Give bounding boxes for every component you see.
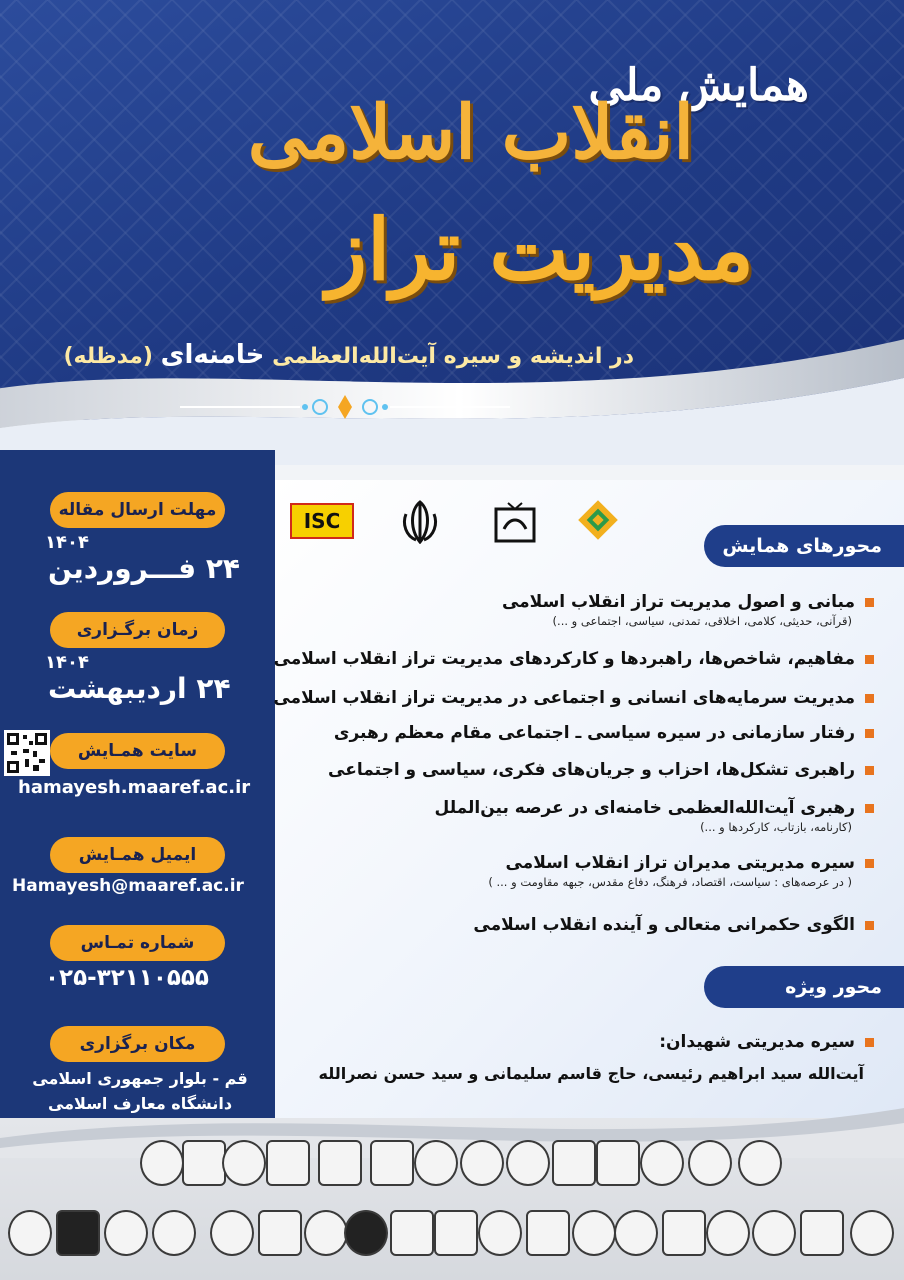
sponsor-logo-icon	[460, 1140, 504, 1186]
university-logo-icon	[570, 492, 626, 548]
topic-item: رفتار سازمانی در سیره سیاسی ـ اجتماعی مقام معظم رهبری	[334, 723, 874, 743]
deadline-label: مهلت ارسال مقاله	[50, 492, 225, 528]
subtitle-name: خامنه‌ای	[160, 340, 265, 370]
emblem-logo-icon	[390, 492, 450, 552]
sponsor-logo-icon	[104, 1210, 148, 1256]
sponsor-logo-icon	[304, 1210, 348, 1256]
sponsor-logo-icon	[222, 1140, 266, 1186]
bullet-icon	[865, 694, 874, 703]
special-topic-item: سیره مدیریتی شهیدان:	[659, 1032, 874, 1052]
sponsor-logo-icon	[370, 1140, 414, 1186]
phone-number: ۰۲۵-۳۲۱۱۰۵۵۵	[45, 965, 209, 991]
institute-logo-icon	[485, 490, 545, 554]
sponsor-logo-icon	[526, 1210, 570, 1256]
site-label: سایت همـایش	[50, 733, 225, 769]
subtitle	[64, 340, 635, 370]
topic-item: سیره مدیریتی مدیران تراز انقلاب اسلامی ( در عرصه‌های : سیاست، اقتصاد، فرهنگ، دفاع مقدس، جبهه مقاومت و ... )	[488, 853, 874, 889]
bullet-icon	[865, 804, 874, 813]
sponsor-logo-icon	[506, 1140, 550, 1186]
topic-item: مدیریت سرمایه‌های انسانی و اجتماعی در مدیریت تراز انقلاب اسلامی	[273, 688, 874, 708]
title-conference-type: همایش ملی	[588, 60, 809, 111]
topics-header: محورهای همایش	[704, 525, 904, 567]
sponsor-logo-icon	[344, 1210, 388, 1256]
sponsor-logo-icon	[752, 1210, 796, 1256]
sponsor-logo-icon	[850, 1210, 894, 1256]
sponsor-logo-icon	[266, 1140, 310, 1186]
topic-item: الگوی حکمرانی متعالی و آینده انقلاب اسلامی	[473, 915, 874, 935]
sponsor-logo-icon	[596, 1140, 640, 1186]
sponsor-logo-icon	[152, 1210, 196, 1256]
sponsor-logo-icon	[662, 1210, 706, 1256]
email-address[interactable]: Hamayesh@maaref.ac.ir	[12, 876, 244, 896]
event-time-label: زمان برگـزاری	[50, 612, 225, 648]
sponsor-logo-icon	[478, 1210, 522, 1256]
venue-label: مکان برگزاری	[50, 1026, 225, 1062]
sponsor-logo-icon	[640, 1140, 684, 1186]
sponsor-logo-icon	[688, 1140, 732, 1186]
sponsor-logo-icon	[552, 1140, 596, 1186]
phone-label: شماره تمـاس	[50, 925, 225, 961]
special-topic-names: آیت‌الله سید ابراهیم رئیسی، حاج قاسم سلیمانی و سید حسن نصرالله	[318, 1064, 864, 1083]
sponsor-logo-icon	[434, 1210, 478, 1256]
topic-item: مبانی و اصول مدیریت تراز انقلاب اسلامی (قرآنی، حدیثی، کلامی، اخلاقی، تمدنی، سیاسی، اجتماعی و ...)	[502, 592, 874, 628]
subtitle-prefix: در اندیشه و سیره آیت‌الله‌العظمی	[272, 344, 634, 369]
special-topic-header: محور ویژه	[704, 966, 904, 1008]
sponsor-logo-icon	[414, 1140, 458, 1186]
sponsor-logo-icon	[572, 1210, 616, 1256]
ornament-divider-icon	[180, 390, 510, 424]
topic-item: راهبری تشکل‌ها، احزاب و جریان‌های فکری، سیاسی و اجتماعی	[328, 760, 874, 780]
sponsor-logo-icon	[56, 1210, 100, 1256]
sponsor-logo-icon	[800, 1210, 844, 1256]
venue-line-2: دانشگاه معارف اسلامی	[47, 1094, 233, 1113]
sponsor-logo-icon	[182, 1140, 226, 1186]
site-url[interactable]: hamayesh.maaref.ac.ir	[18, 777, 251, 798]
qr-code-icon	[4, 730, 50, 776]
sponsor-logo-icon	[390, 1210, 434, 1256]
sponsor-logo-icon	[706, 1210, 750, 1256]
bullet-icon	[865, 859, 874, 868]
sponsor-logo-icon	[8, 1210, 52, 1256]
bullet-icon	[865, 1038, 874, 1047]
event-year: ۱۴۰۴	[45, 652, 89, 673]
bullet-icon	[865, 921, 874, 930]
sponsor-logo-icon	[140, 1140, 184, 1186]
sponsor-logo-icon	[614, 1210, 658, 1256]
title-line-1: انقلاب اسلامی	[247, 90, 694, 176]
event-date: ۲۴ اردیبهشت	[48, 672, 231, 705]
bullet-icon	[865, 655, 874, 664]
bullet-icon	[865, 766, 874, 775]
bullet-icon	[865, 729, 874, 738]
bullet-icon	[865, 598, 874, 607]
sponsor-logo-icon	[258, 1210, 302, 1256]
deadline-year: ۱۴۰۴	[45, 532, 89, 553]
subtitle-suffix: (مدظله)	[63, 344, 153, 369]
title-line-2: مدیریت تراز	[326, 200, 754, 299]
sponsor-logo-icon	[738, 1140, 782, 1186]
email-label: ایمیل همـایش	[50, 837, 225, 873]
deadline-date: ۲۴ فـــروردین	[48, 552, 241, 585]
silver-wave-decoration	[0, 305, 904, 465]
venue-line-1: قم - بلوار جمهوری اسلامی	[32, 1069, 248, 1088]
sponsor-logo-icon	[210, 1210, 254, 1256]
sponsor-logo-icon	[318, 1140, 362, 1186]
isc-logo: ISC	[290, 503, 354, 539]
topic-item: مفاهیم، شاخص‌ها، راهبردها و کارکردهای مدیریت تراز انقلاب اسلامی	[274, 649, 874, 669]
topic-item: رهبری آیت‌الله‌العظمی خامنه‌ای در عرصه بین‌الملل (کارنامه، بازتاب، کارکردها و ...)	[435, 798, 874, 834]
